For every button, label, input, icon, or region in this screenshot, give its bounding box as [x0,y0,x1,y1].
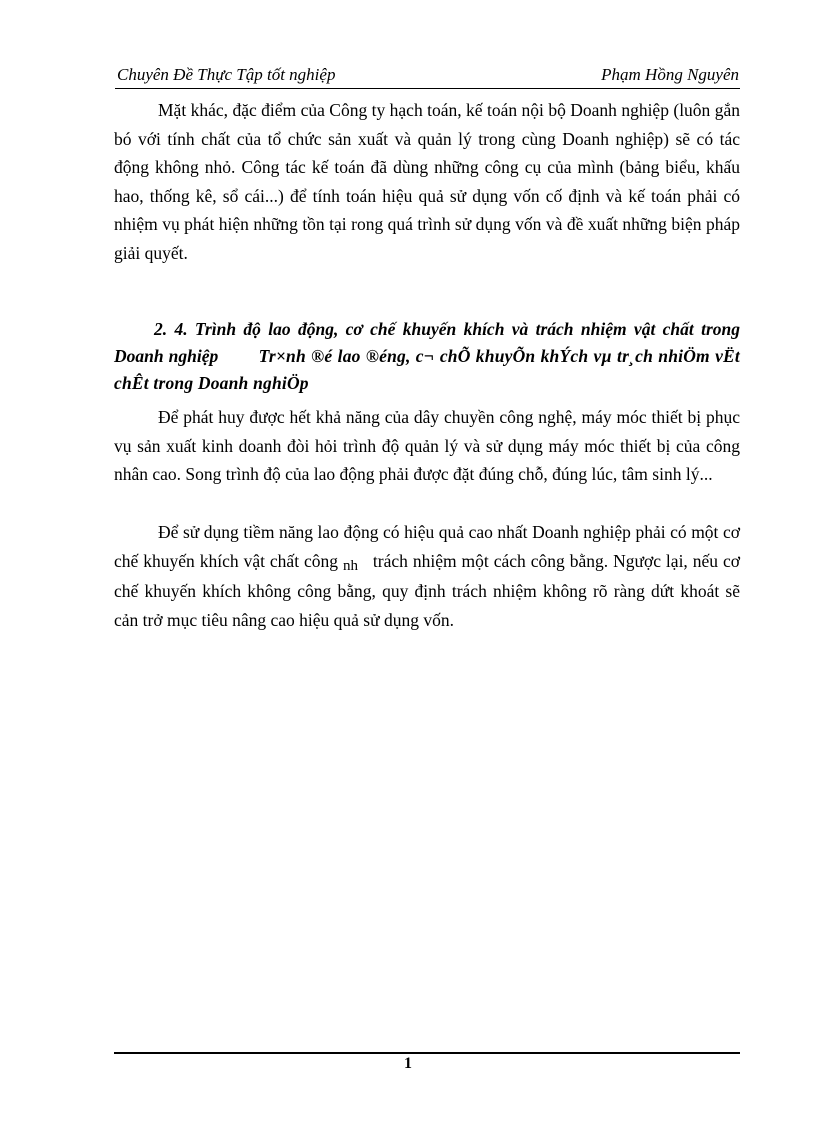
header-document-title: Chuyên Đề Thực Tập tốt nghiệp [117,65,336,84]
section-heading-2-4 [114,316,740,397]
paragraph-incentive-mechanism [114,518,740,634]
paragraph-incentive-part-2: trách nhiệm một cách công bằng. Ngược lại, nếu cơ chế khuyến khích không công bằng, quy định trách nhiệm không rõ ràng dứt khoát sẽ cản trở mục tiêu nâng cao hiệu quả sử dụng vốn. [114,550,741,630]
page-header [117,64,739,86]
header-author-name: Phạm Hồng Nguyên [601,65,739,84]
inline-fragment: nh [343,557,359,574]
paragraph-incentive-part-1: Để sử dụng tiềm năng lao động có hiệu quả cao nhất Doanh nghiệp phải có một cơ chế khuyến khích vật chất công [114,522,740,571]
section-heading-garbled-text: Tr×nh ®é lao ®éng, c¬ chÕ khuyÕn khÝch vµ tr¸ch nhiÖm vËt chÊt trong Doanh nghiÖp [114,346,740,393]
header-divider [115,88,740,89]
paragraph-labor-skill: Để phát huy được hết khả năng của dây chuyền công nghệ, máy móc thiết bị phục vụ sản xuất kinh doanh đòi hỏi trình độ quản lý và sử dụng máy móc thiết bị của công nhân cao. Song trình độ của lao động phải được đặt đúng chỗ, đúng lúc, tâm sinh lý... [114,407,740,484]
paragraph-accounting-impact: Mặt khác, đặc điểm của Công ty hạch toán, kế toán nội bộ Doanh nghiệp (luôn gắn bó với tính chất của tổ chức sản xuất và quản lý trong cùng Doanh nghiệp) sẽ có tác động không nhỏ. Công tác kế toán đã dùng những công cụ của mình (bảng biểu, khấu hao, thống kê, sổ cái...) để tính toán hiệu quả sử dụng vốn cố định và kế toán phải có nhiệm vụ phát hiện những tồn tại rong quá trình sử dụng vốn và đề xuất những biện pháp giải quyết. [114,100,740,263]
section-heading-text: 2. 4. Trình độ lao động, cơ chế khuyến khích và trách nhiệm vật chất trong Doanh nghiệp [114,319,740,366]
page-number: 1 [404,1055,412,1072]
